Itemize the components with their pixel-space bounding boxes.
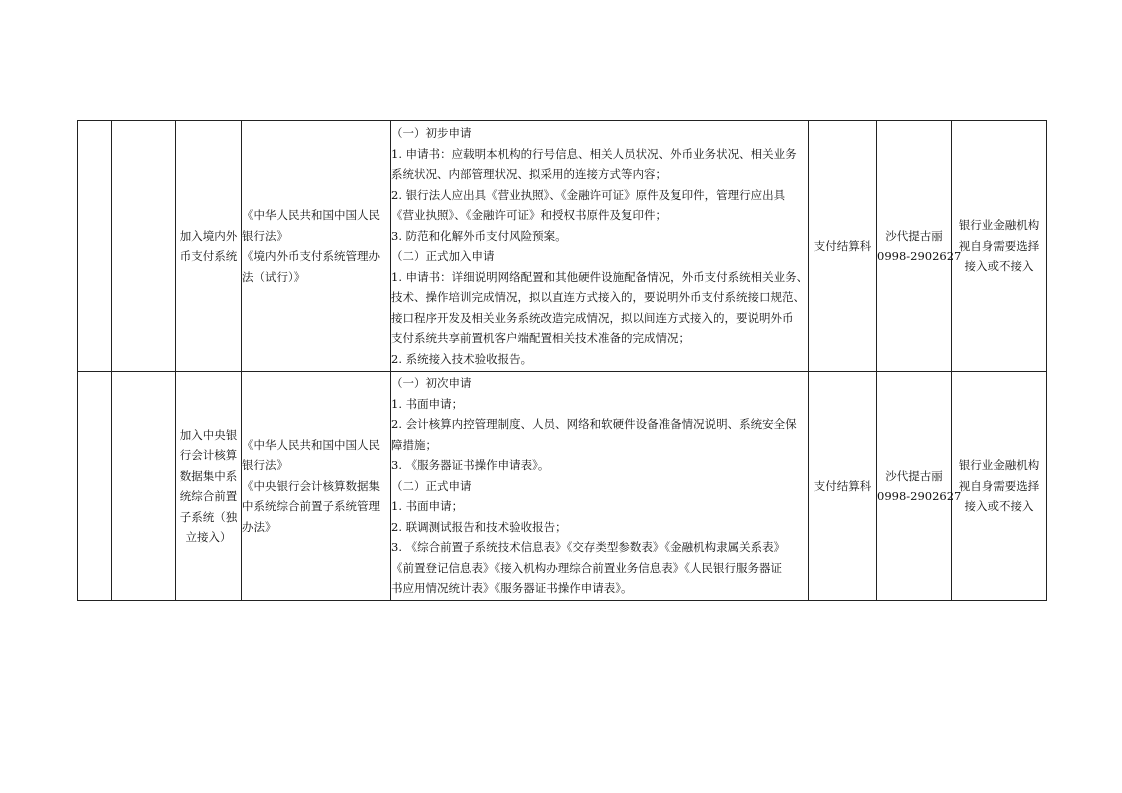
item-name-cell [176,121,242,372]
item-name-line: 加入境内外 [179,228,238,243]
item-name-line: 币支付系统 [179,249,238,263]
contact-cell [877,121,962,372]
requirement-line: 3. 防范和化解外币支付风险预案。 [391,228,567,243]
legal-basis-line: 《中华人民共和国中国人民 [242,208,380,222]
contact-phone: 0998-2902627 [877,249,962,263]
services-table [77,120,1047,601]
item-name-cell [176,372,242,601]
remark-cell [952,121,1047,372]
contact-name: 沙代提古丽 [885,228,943,243]
requirement-line: （一）初步申请 [391,126,472,140]
seq-cell [78,121,112,372]
item-name-line: 数据集中系 [179,468,238,483]
requirements-cell [391,121,809,372]
legal-basis-line: 《中华人民共和国中国人民 [242,437,380,452]
department-cell: 支付结算科 [809,121,877,372]
legal-basis-line: 银行法》 [242,458,288,473]
contact-cell [877,372,962,601]
remark-line: 接入或不接入 [964,259,1034,274]
legal-basis-line: 《中央银行会计核算数据集 [242,478,380,493]
requirement-line: 《前置登记信息表》《接入机构办理综合前置业务信息表》《人民银行服务器证 [391,560,782,575]
remark-line: 接入或不接入 [964,499,1034,514]
category-cell [112,372,176,601]
department-cell: 支付结算科 [809,372,877,601]
requirement-line: （二）正式申请 [391,478,472,493]
requirement-line: 书应用情况统计表》《服务器证书操作申请表》。 [391,581,633,596]
legal-basis-cell [242,372,391,601]
requirement-line: （一）初次申请 [391,376,472,391]
item-name-line: 加入中央银 [179,427,238,442]
requirement-line: 技术、操作培训完成情况，拟以直连方式接入的，要说明外币支付系统接口规范、 [391,290,805,304]
legal-basis-line: 法（试行）》 [242,269,306,284]
item-name-line: 子系统（独 [179,509,238,524]
table-row [78,121,1047,372]
remark-line: 视自身需要选择 [958,478,1040,493]
requirement-line: 2. 系统接入技术验收报告。 [391,351,533,366]
remark-line: 银行业金融机构 [958,218,1040,233]
requirement-line: 1. 书面申请； [391,396,464,411]
category-cell [112,121,176,372]
requirement-line: 2. 联调测试报告和技术验收报告； [391,519,567,534]
remark-line: 视自身需要选择 [958,238,1040,253]
requirement-line: 2. 银行法人应出具《营业执照》、《金融许可证》原件及复印件，管理行应出具 [391,187,786,202]
requirement-line: 1. 申请书：应载明本机构的行号信息、相关人员状况、外币业务状况、相关业务 [391,146,797,161]
legal-basis-line: 银行法》 [242,228,288,243]
item-name-line: 行会计核算 [179,448,238,462]
requirement-line: 2. 会计核算内控管理制度、人员、网络和软硬件设备准备情况说明、系统安全保 [391,417,797,432]
requirement-line: 《营业执照》、《金融许可证》和授权书原件及复印件； [391,208,667,222]
table-row [78,372,1047,601]
remark-cell [952,372,1047,601]
requirement-line: 1. 书面申请； [391,499,464,514]
remark-line: 银行业金融机构 [958,458,1040,473]
requirement-line: 支付系统共享前置机客户端配置相关技术准备的完成情况； [391,331,690,345]
legal-basis-line: 《境内外币支付系统管理办 [242,249,380,263]
contact-phone: 0998-2902627 [877,489,962,503]
legal-basis-line: 中系统综合前置子系统管理 [242,499,380,514]
requirement-line: 3. 《服务器证书操作申请表》。 [391,458,550,473]
item-name-line: 统综合前置 [179,489,238,503]
requirement-line: 接口程序开发及相关业务系统改造完成情况，拟以间连方式接入的，要说明外币 [391,310,794,325]
requirements-cell [391,372,809,601]
item-name-line: 立接入） [185,530,232,544]
legal-basis-line: 办法》 [242,519,277,534]
contact-name: 沙代提古丽 [885,468,943,483]
requirement-line: 1. 申请书：详细说明网络配置和其他硬件设施配备情况，外币支付系统相关业务、 [391,269,809,284]
seq-cell [78,372,112,601]
requirement-line: 系统状况、内部管理状况、拟采用的连接方式等内容； [391,167,667,181]
legal-basis-cell [242,121,391,372]
requirement-line: 障措施； [391,437,437,452]
requirement-line: （二）正式加入申请 [391,249,495,263]
requirement-line: 3. 《综合前置子系统技术信息表》《交存类型参数表》《金融机构隶属关系表》 [391,540,786,555]
